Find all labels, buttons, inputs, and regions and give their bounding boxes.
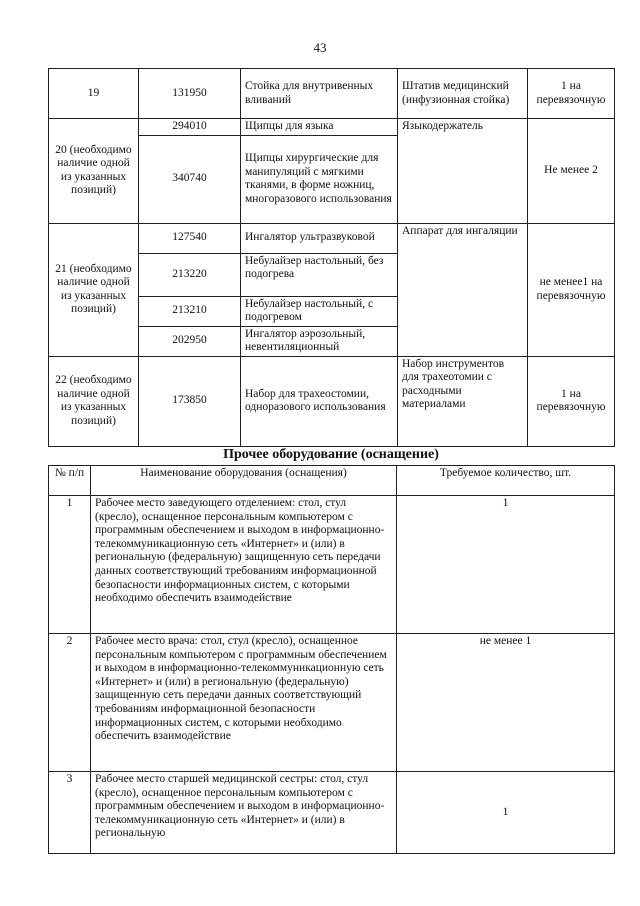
item-code: 131950 — [139, 69, 241, 119]
required-quantity: 1 — [397, 496, 615, 634]
table-row — [49, 69, 615, 119]
table-row — [49, 119, 615, 136]
item-name: Щипцы для языка — [241, 119, 398, 136]
item-name: Щипцы хирургические для манипуляций с мягкими тканями, в форме ножниц, многоразового использования — [241, 135, 398, 223]
item-name: Набор для трахеостомии, одноразового использования — [241, 356, 398, 446]
equipment-description: Рабочее место старшей медицинской сестры: стол, стул (кресло), оснащенное персональным компьютером с программным обеспечением и выходом в информационно-телекоммуникационную сеть «Интернет» и (или) в региональную — [91, 772, 397, 854]
item-name: Стойка для внутривенных вливаний — [241, 69, 398, 119]
quantity: Не менее 2 — [528, 119, 615, 224]
row-number: 1 — [49, 496, 91, 634]
quantity: 1 на перевязочную — [528, 69, 615, 119]
table-row — [49, 356, 615, 446]
item-code: 213210 — [139, 296, 241, 326]
group-number: 19 — [49, 69, 139, 119]
item-name: Ингалятор ультразвуковой — [241, 223, 398, 253]
group-number: 20 (необходимо наличие одной из указанных позиций) — [49, 119, 139, 224]
page-number: 43 — [313, 40, 327, 55]
equipment-description: Рабочее место врача: стол, стул (кресло), оснащенное персональным компьютером с программным обеспечением и выходом в информационно-телекоммуникационную сеть «Интернет» и (или) в региональную (федеральную) защищенную сеть передачи данных соответствующий требованиям информационной безопасности информационных систем, с которыми необходимо обеспечить взаимодействие — [91, 634, 397, 772]
equivalent-name: Аппарат для ингаляции — [398, 223, 528, 356]
table-row — [49, 223, 615, 253]
item-name: Небулайзер настольный, с подогревом — [241, 296, 398, 326]
item-name: Ингалятор аэрозольный, невентиляционный — [241, 326, 398, 356]
group-number: 21 (необходимо наличие одной из указанных позиций) — [49, 223, 139, 356]
group-number: 22 (необходимо наличие одной из указанных позиций) — [49, 356, 139, 446]
equivalent-name: Набор инструментов для трахеотомии с расходными материалами — [398, 356, 528, 446]
row-number: 3 — [49, 772, 91, 854]
table-row — [49, 634, 615, 772]
other-equipment-table — [48, 465, 615, 854]
header-row — [49, 466, 615, 496]
required-quantity: 1 — [397, 772, 615, 854]
equivalent-name: Языкодержатель — [398, 119, 528, 224]
header-qty: Требуемое количество, шт. — [397, 466, 615, 496]
equipment-description: Рабочее место заведующего отделением: стол, стул (кресло), оснащенное персональным компьютером с программным обеспечением и выходом в информационно-телекоммуникационную сеть «Интернет» и (или) в региональную (федеральную) защищенную сеть передачи данных соответствующий требованиям информационной безопасности информационных систем, с которыми необходимо обеспечить взаимодействие — [91, 496, 397, 634]
item-code: 202950 — [139, 326, 241, 356]
quantity: не менее1 на перевязочную — [528, 223, 615, 356]
header-name: Наименование оборудования (оснащения) — [91, 466, 397, 496]
quantity: 1 на перевязочную — [528, 356, 615, 446]
item-code: 213220 — [139, 253, 241, 296]
section-title: Прочее оборудование (оснащение) — [223, 447, 439, 462]
item-code: 127540 — [139, 223, 241, 253]
table-row — [49, 772, 615, 854]
item-code: 173850 — [139, 356, 241, 446]
header-num: № п/п — [49, 466, 91, 496]
equipment-table — [48, 68, 615, 447]
item-code: 294010 — [139, 119, 241, 136]
item-name: Небулайзер настольный, без подогрева — [241, 253, 398, 296]
row-number: 2 — [49, 634, 91, 772]
table-row — [49, 496, 615, 634]
equivalent-name: Штатив медицинский (инфузионная стойка) — [398, 69, 528, 119]
required-quantity: не менее 1 — [397, 634, 615, 772]
item-code: 340740 — [139, 135, 241, 223]
